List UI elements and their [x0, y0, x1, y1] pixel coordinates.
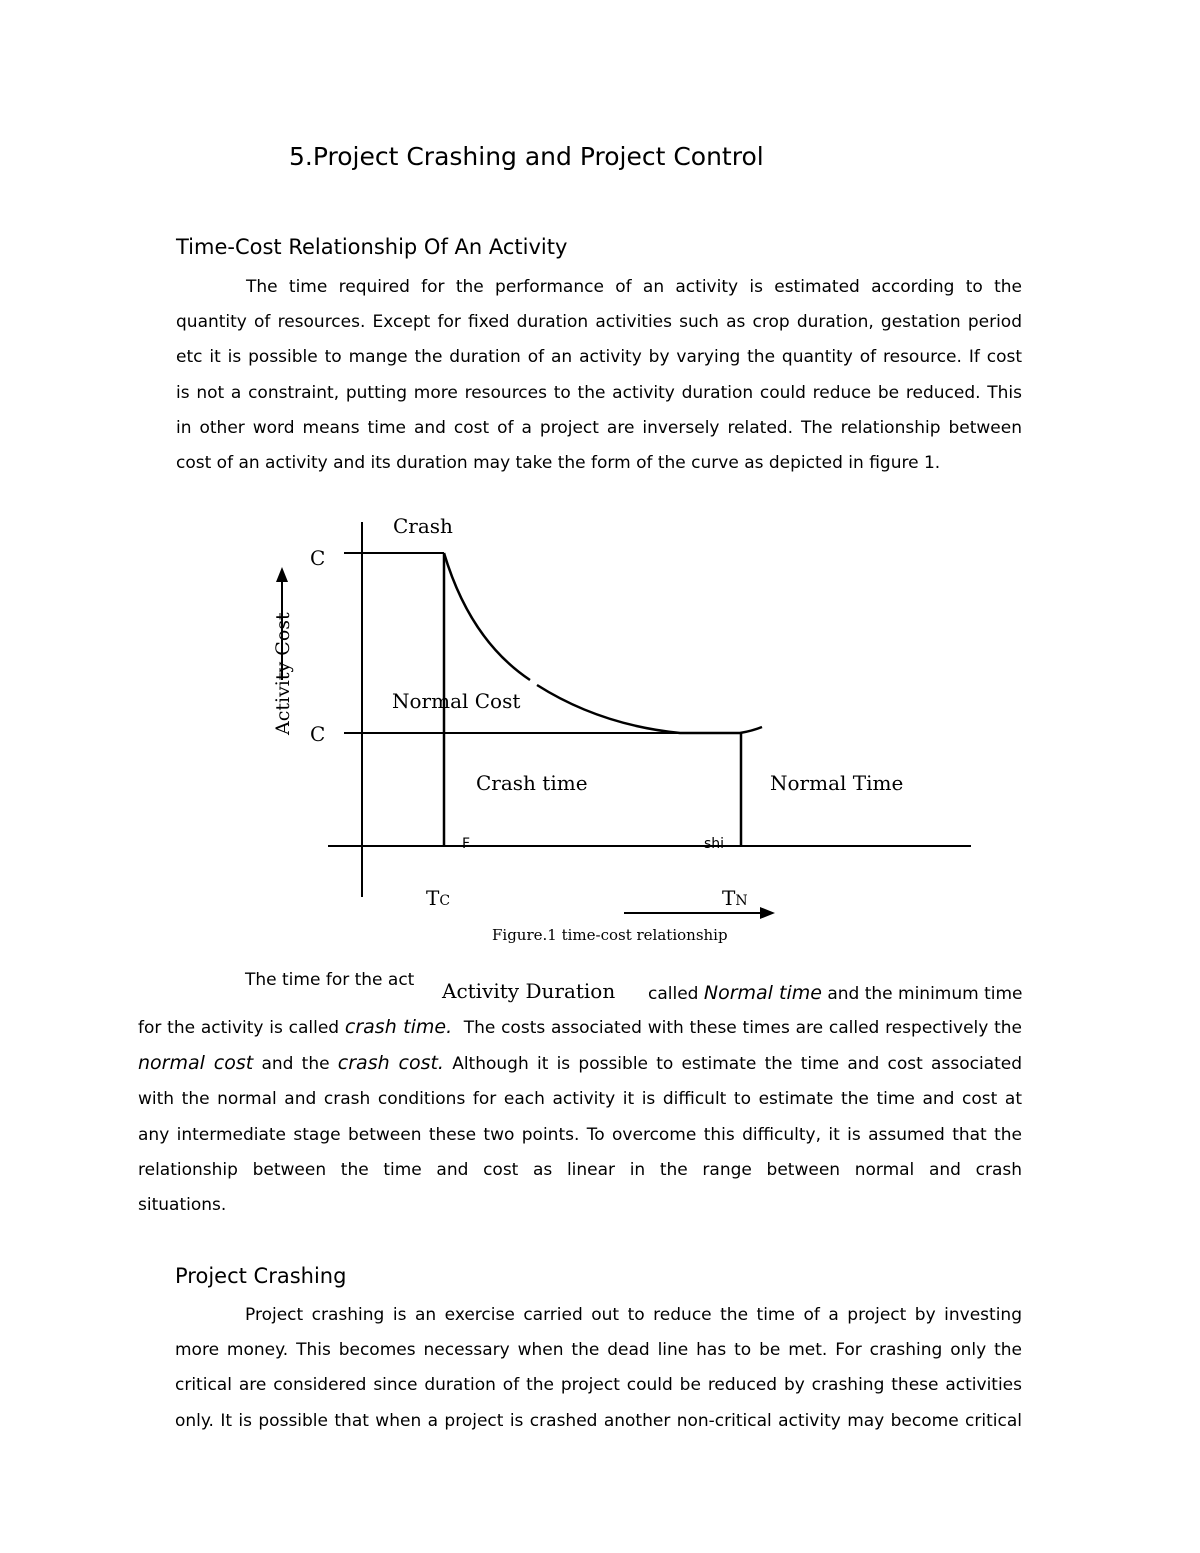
text-line: relationship between the time and cost as linear in the range between normal and crash	[138, 1159, 1022, 1180]
text-line: situations.	[138, 1195, 227, 1216]
paragraph-project-crashing	[175, 1298, 1022, 1439]
text-line: critical are considered since duration of the project could be reduced by crashing these activities	[175, 1375, 1022, 1396]
text-line: The time required for the performance of an activity is estimated according to the	[246, 277, 1022, 297]
tick-label-tc: TC	[426, 886, 451, 910]
text-line: normal cost and the crash cost. Although it is possible to estimate the time and cost associated	[138, 1052, 1022, 1075]
section-heading-time-cost: Time-Cost Relationship Of An Activity	[176, 235, 568, 259]
label-crash-time: Crash time	[476, 771, 588, 795]
term-normal-cost: normal cost	[138, 1052, 254, 1075]
text-line: in other word means time and cost of a project are inversely related. The relationship between	[176, 417, 1022, 438]
text-line: any intermediate stage between these two points. To overcome this difficulty, it is assumed that the	[138, 1124, 1022, 1145]
para2-line1-end: called Normal time and the minimum time	[648, 982, 1023, 1004]
text-line: only. It is possible that when a project is crashed another non-critical activity may become critical	[175, 1410, 1022, 1431]
tick-label-tn: TN	[722, 886, 748, 910]
label-crash: Crash	[393, 514, 453, 538]
text-line: is not a constraint, putting more resources to the activity duration could reduce be reduced. This	[176, 382, 1022, 403]
label-normal-time: Normal Time	[770, 771, 904, 795]
label-c-top: C	[310, 546, 326, 570]
x-axis-label: Activity Duration	[442, 979, 616, 1003]
term-crash-cost: crash cost.	[337, 1052, 444, 1075]
para2-line1-start: The time for the act	[245, 970, 415, 990]
tick-label-tc-subscript: C	[439, 893, 451, 909]
stray-text-shi: shi	[704, 836, 725, 852]
x-arrow-head	[760, 907, 775, 919]
text-line: cost of an activity and its duration may take the form of the curve as depicted in figure 1.	[176, 453, 941, 474]
time-cost-curve-tail	[537, 685, 762, 733]
term-normal-time: Normal time	[703, 982, 822, 1004]
y-axis-label: Activity Cost	[272, 612, 294, 735]
tick-label-tn-subscript: N	[735, 893, 748, 909]
label-c-bottom: C	[310, 722, 326, 746]
paragraph-normal-crash	[138, 1010, 1022, 1223]
text-line: more money. This becomes necessary when the dead line has to be met. For crashing only the	[175, 1340, 1022, 1361]
page-title: 5.Project Crashing and Project Control	[289, 142, 764, 171]
y-arrow-head	[276, 567, 288, 582]
time-cost-curve	[444, 553, 530, 680]
stray-letter-f: F	[462, 836, 471, 852]
section-heading-project-crashing: Project Crashing	[175, 1264, 347, 1288]
label-normal-cost: Normal Cost	[392, 689, 521, 713]
text-line: Project crashing is an exercise carried out to reduce the time of a project by investing	[245, 1305, 1022, 1325]
text-line: quantity of resources. Except for fixed duration activities such as crop duration, gestation period	[176, 312, 1022, 333]
text-line: for the activity is called crash time. The costs associated with these times are called respectively the	[138, 1016, 1023, 1038]
text-line: etc it is possible to mange the duration of an activity by varying the quantity of resource. If cost	[176, 347, 1022, 368]
text-line: with the normal and crash conditions for each activity it is difficult to estimate the time and cost at	[138, 1089, 1022, 1110]
term-crash-time: crash time.	[344, 1016, 453, 1038]
figure-caption: Figure.1 time-cost relationship	[492, 926, 728, 944]
